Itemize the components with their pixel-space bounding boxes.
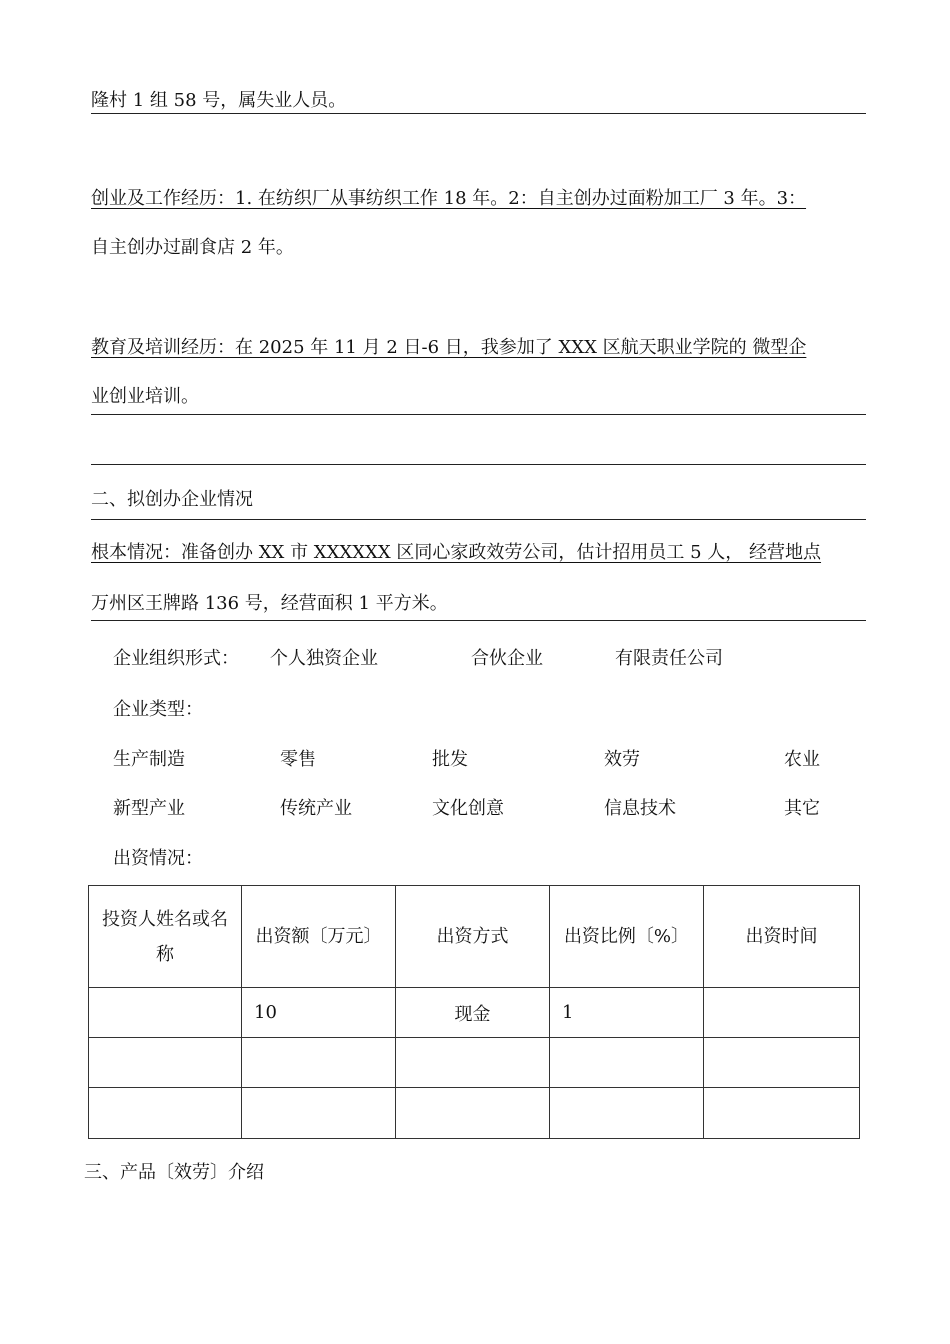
cell-amount[interactable] — [242, 1088, 396, 1139]
education-line-1: 教育及培训经历：在 2025 年 11 月 2 日-6 日，我参加了 XXX 区航天职业学院的 微型企 — [91, 337, 807, 358]
biz-type-label: 企业类型： — [113, 699, 203, 720]
education-line-2: 业创业培训。 — [91, 386, 199, 407]
biz-type-option[interactable]: 传统产业 — [280, 798, 352, 819]
divider — [91, 519, 866, 520]
biz-type-option[interactable]: 其它 — [784, 798, 820, 819]
biz-type-option[interactable]: 农业 — [784, 749, 820, 770]
investment-label: 出资情况： — [113, 848, 203, 869]
header-amount: 出资额〔万元〕 — [242, 886, 396, 988]
cell-time[interactable] — [704, 1088, 860, 1139]
cell-amount[interactable]: 10 — [242, 988, 396, 1038]
table-row — [89, 1088, 860, 1139]
biz-type-option[interactable]: 零售 — [280, 749, 316, 770]
org-form-label: 企业组织形式： — [113, 648, 239, 669]
investment-table — [88, 885, 860, 1139]
cell-investor-name[interactable] — [89, 1038, 242, 1088]
cell-investor-name[interactable] — [89, 988, 242, 1038]
cell-method[interactable]: 现金 — [396, 988, 550, 1038]
biz-type-option[interactable]: 文化创意 — [432, 798, 504, 819]
experience-line-1: 创业及工作经历：1. 在纺织厂从事纺织工作 18 年。2：自主创办过面粉加工厂 3 年。3： — [91, 188, 807, 209]
cell-amount[interactable] — [242, 1038, 396, 1088]
biz-type-option[interactable]: 批发 — [432, 749, 468, 770]
section-2-title: 二、拟创办企业情况 — [91, 489, 253, 510]
experience-line-2: 自主创办过副食店 2 年。 — [91, 237, 294, 258]
divider — [91, 464, 866, 465]
org-form-option-partnership[interactable]: 合伙企业 — [471, 648, 543, 669]
biz-type-option[interactable]: 生产制造 — [113, 749, 185, 770]
intro-tail-text: 隆村 1 组 58 号，属失业人员。 — [91, 90, 347, 111]
org-form-option-llc[interactable]: 有限责任公司 — [615, 648, 723, 669]
org-form-option-sole[interactable]: 个人独资企业 — [270, 648, 378, 669]
cell-time[interactable] — [704, 988, 860, 1038]
basic-info-line-1: 根本情况：准备创办 XX 市 XXXXXX 区同心家政效劳公司，估计招用员工 5 人， 经营地点 — [91, 542, 822, 563]
divider — [91, 113, 866, 114]
biz-type-option[interactable]: 效劳 — [604, 749, 640, 770]
cell-ratio[interactable] — [550, 1038, 704, 1088]
header-investor-name: 投资人姓名或名称 — [89, 886, 242, 988]
divider — [91, 414, 866, 415]
cell-ratio[interactable]: 1 — [550, 988, 704, 1038]
cell-time[interactable] — [704, 1038, 860, 1088]
table-row — [89, 988, 860, 1038]
cell-method[interactable] — [396, 1088, 550, 1139]
section-3-title: 三、产品〔效劳〕介绍 — [84, 1162, 264, 1183]
basic-info-line-2: 万州区王牌路 136 号，经营面积 1 平方米。 — [91, 593, 448, 614]
cell-method[interactable] — [396, 1038, 550, 1088]
table-row — [89, 1038, 860, 1088]
biz-type-option[interactable]: 新型产业 — [113, 798, 185, 819]
table-header-row — [89, 886, 860, 988]
cell-investor-name[interactable] — [89, 1088, 242, 1139]
header-ratio: 出资比例〔%〕 — [550, 886, 704, 988]
divider — [91, 620, 866, 621]
header-method: 出资方式 — [396, 886, 550, 988]
header-time: 出资时间 — [704, 886, 860, 988]
biz-type-option[interactable]: 信息技术 — [604, 798, 676, 819]
cell-ratio[interactable] — [550, 1088, 704, 1139]
